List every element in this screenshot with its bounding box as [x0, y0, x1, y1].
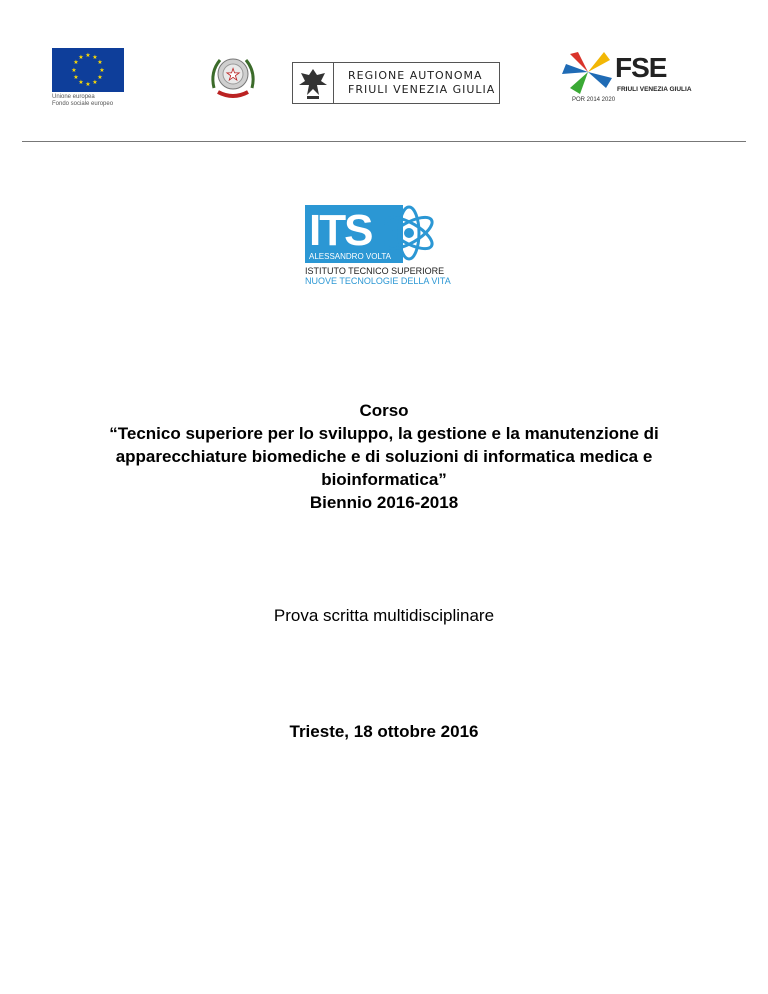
svg-text:★: ★	[99, 67, 105, 74]
eu-caption	[52, 94, 126, 108]
fse-logo	[560, 48, 692, 110]
svg-text:★: ★	[73, 74, 79, 81]
svg-text:★: ★	[85, 52, 91, 59]
exam-title: Prova scritta multidisciplinare	[273, 606, 495, 625]
svg-text:★: ★	[85, 81, 91, 88]
region-line-1: REGIONE AUTONOMA	[348, 69, 483, 82]
svg-text:★: ★	[225, 65, 241, 84]
header-divider	[22, 141, 746, 142]
fse-por: POR 2014 2020	[572, 97, 616, 103]
eu-caption-line-1: Unione europea	[52, 94, 95, 100]
svg-text:★: ★	[73, 59, 79, 66]
region-line-2: FRIULI VENEZIA GIULIA	[348, 83, 496, 96]
svg-text:★: ★	[97, 74, 103, 81]
svg-text:★: ★	[78, 54, 84, 61]
course-title-line-3: bioinformatica”	[321, 470, 447, 489]
eu-caption-line-2: Fondo sociale europeo	[52, 101, 114, 107]
document-header	[0, 0, 768, 140]
fse-subtitle: FRIULI VENEZIA GIULIA	[617, 86, 692, 93]
its-line-2: NUOVE TECNOLOGIE DELLA VITA	[305, 276, 451, 286]
document-date: Trieste, 18 ottobre 2016	[289, 722, 479, 741]
its-letters: ITS	[309, 206, 372, 255]
fse-star-icon	[560, 48, 616, 96]
atom-icon	[379, 203, 439, 263]
eu-flag-icon	[52, 48, 124, 92]
svg-text:★: ★	[92, 79, 98, 86]
region-fvg-logo	[292, 62, 500, 104]
course-title-line-2: apparecchiature biomediche e di soluzioni di informatica medica e	[115, 447, 653, 466]
its-name: ALESSANDRO VOLTA	[309, 252, 391, 261]
svg-text:★: ★	[71, 67, 77, 74]
course-period: Biennio 2016-2018	[309, 493, 459, 512]
region-name	[334, 69, 495, 97]
fse-title: FSE	[615, 52, 667, 83]
svg-text:★: ★	[78, 79, 84, 86]
svg-text:★: ★	[97, 59, 103, 66]
italian-republic-emblem-icon	[206, 50, 260, 102]
eu-logo	[52, 48, 126, 110]
its-line-1: ISTITUTO TECNICO SUPERIORE	[305, 266, 445, 276]
course-label: Corso	[359, 401, 409, 420]
course-title-line-1: “Tecnico superiore per lo sviluppo, la gestione e la manutenzione di	[109, 424, 659, 443]
svg-text:★: ★	[92, 54, 98, 61]
its-logo	[305, 205, 465, 285]
eagle-icon	[293, 63, 334, 103]
course-block	[0, 399, 768, 514]
